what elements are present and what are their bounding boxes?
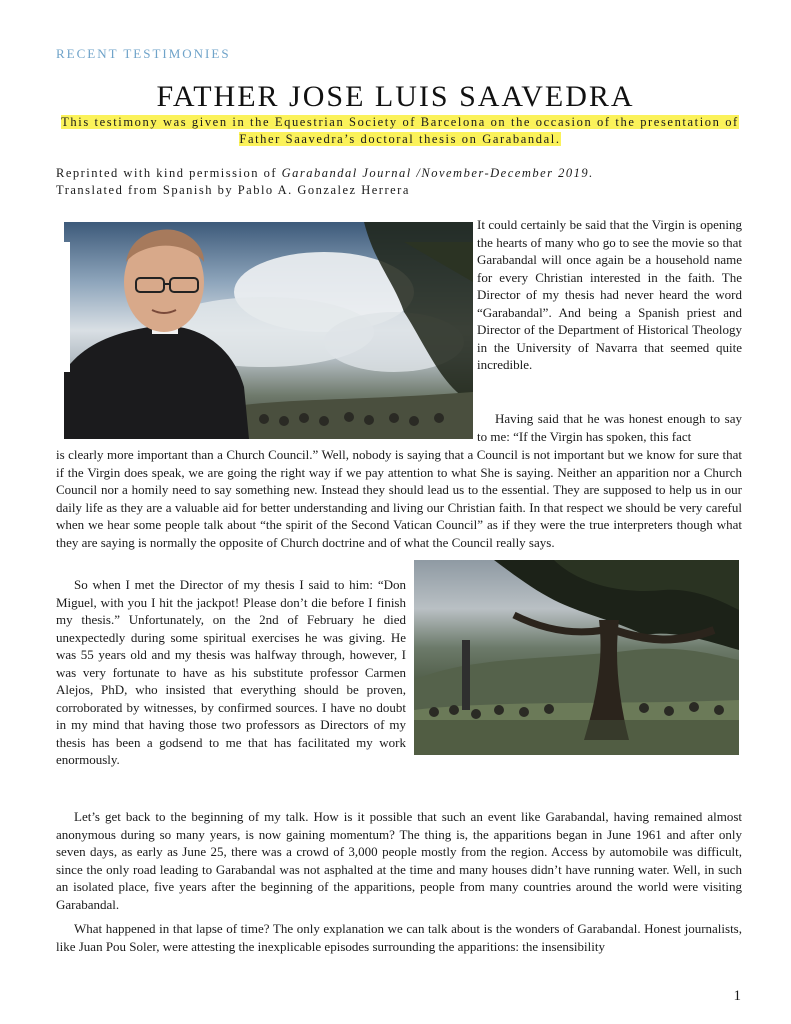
paragraph-3-text: So when I met the Director of my thesis I said to him: “Don Miguel, with you I hit the jackpot! Please don’t die before I finish my thesis.” Unfortunately, on the 2nd of February he died unexpectedly during some spiritual exercises he was giving. He was 55 years old and my thesis was halfway through, however, I was very fortunate to have as his substitute professor Carmen Alejos, PhD, who insisted that everything should be proven, corroborated by witnesses, by confirmed sources. I have no doubt in my mind that having those two professors as Directors of my thesis has been a godsend to me that has facilitated my work enormously. (56, 577, 406, 767)
paragraph-2-start-text: Having said that he was honest enough to say to me: “If the Virgin has spoken, this fact (477, 411, 742, 444)
paragraph-4-text: Let’s get back to the beginning of my talk. How is it possible that such an event like Garabandal, having remained almost anonymous during so many years, is now gaining momentum? The thing is, the apparitions began in June 1961 and after only seven days, as early as June 25, there was a crowd of 3,000 people mostly from the region. Access by automobile was difficult, since the only road leading to Garabandal was not asphalted at the time and many houses didn’t have running water. Well, in such an isolated place, five years after the beginning of the apparitions, people from many countries around the world were visiting Garabandal. (56, 809, 742, 912)
paragraph-4 (56, 808, 742, 913)
paragraph-1-text: It could certainly be said that the Virgin is opening the hearts of many who go to see the movie so that Garabandal will once again be a household name for every Christian interested in the faith. The Director of my thesis had never heard the word “Garabandal”. And being a Spanish priest and Director of the Department of Historical Theology in the University of Navarra that seemed quite incredible. (477, 217, 742, 372)
tree-crowd-illustration (414, 560, 739, 755)
credit-translator: Translated from Spanish by Pablo A. Gonzalez Herrera (56, 183, 410, 197)
section-label: RECENT TESTIMONIES (56, 46, 231, 61)
tree-crowd-photo (414, 560, 739, 755)
paragraph-5 (56, 920, 742, 955)
intro-text: This testimony was given in the Equestrian Society of Barcelona on the occasion of the presentation of Father Saavedra’s doctoral thesis on Garabandal. (61, 115, 739, 146)
paragraph-1 (477, 216, 742, 374)
credit-prefix: Reprinted with kind permission of (56, 166, 282, 180)
credit-source: Garabandal Journal /November-December 2019. (281, 166, 594, 180)
intro-highlight (60, 114, 740, 148)
priest-portrait-illustration (64, 222, 473, 439)
page-number: 1 (733, 988, 741, 1004)
paragraph-5-text: What happened in that lapse of time? The only explanation we can talk about is the wonders of Garabandal. Honest journalists, like Juan Pou Soler, were attesting the inexplicable episodes surrounding the apparitions: the insensibility (56, 921, 742, 954)
article-title: FATHER JOSE LUIS SAAVEDRA (156, 80, 635, 113)
paragraph-2-rest (56, 446, 742, 551)
credit-block (56, 165, 756, 199)
paragraph-3 (56, 576, 406, 769)
priest-portrait-photo (64, 222, 473, 439)
paragraph-2-start (477, 410, 742, 445)
paragraph-2-rest-text: is clearly more important than a Church Council.” Well, nobody is saying that a Council is not important but we know for sure that if the Virgin does speak, we are going the right way if we pay attention to what She is saying. Neither an apparition nor a Church Council nor a homily need to say something new. Instead they should lead us to the essential. They are supposed to help us in our daily life as they are a valuable aid for better understanding and living our Christian faith. In that respect we should be very careful when we hear some people talk about “the spirit of the Second Vatican Council” as if they were the true interpreters though what they are saying is normally the opposite of Church doctrine and of what the Council really says. (56, 447, 742, 550)
